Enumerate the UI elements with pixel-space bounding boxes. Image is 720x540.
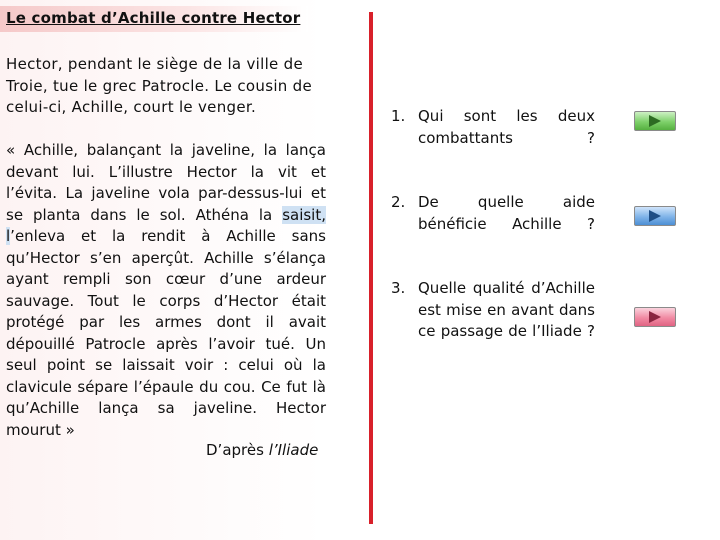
question-number: 1. (391, 107, 406, 125)
selected-text-highlight: saisit, l (6, 205, 326, 245)
question-text: Qui sont les deux combattants ? (418, 107, 595, 147)
question-number: 3. (391, 279, 406, 297)
intro-paragraph: Hector, pendant le siège de la ville de Troie, tue le grec Patrocle. Le cousin de celui-ci, Achille, court le venger. (6, 55, 313, 116)
play-icon (648, 310, 662, 324)
source-citation (206, 441, 318, 459)
quote-text-before: « Achille, balançant la javeline, la lança devant lui. L’illustre Hector la vit et l’évita. La javeline vola par-dessus-lui et se planta dans le sol. Athéna la (6, 141, 326, 224)
question-text: De quelle aide bénéficie Achille ? (418, 193, 595, 233)
source-work: l’Iliade (268, 441, 319, 459)
question-number: 2. (391, 193, 406, 211)
question-1 (391, 106, 595, 149)
question-1-play-button[interactable] (634, 111, 676, 131)
question-text: Quelle qualité d’Achille est mise en avant dans ce passage de l’Iliade ? (418, 279, 595, 340)
question-3 (391, 278, 595, 343)
quote-text-after: ’enleva et la rendit à Achille sans qu’Hector s’en aperçût. Achille s’élança ayant rempli son cœur d’une ardeur sauvage. Tout le corps d’Hector était protégé par les armes dont il avait dépouillé Patrocle après l’avoir tué. Un seul point se laissait voir : celui où la clavicule sépare l’épaule du cou. Ce fut là qu’Achille lança sa javeline. Hector mourut » (6, 227, 326, 439)
source-prefix: D’après (206, 441, 269, 459)
question-2 (391, 192, 595, 235)
play-icon (648, 209, 662, 223)
question-3-play-button[interactable] (634, 307, 676, 327)
iliad-quote (6, 140, 326, 441)
question-2-play-button[interactable] (634, 206, 676, 226)
page-title: Le combat d’Achille contre Hector (6, 9, 301, 27)
vertical-divider (369, 12, 373, 524)
play-icon (648, 114, 662, 128)
